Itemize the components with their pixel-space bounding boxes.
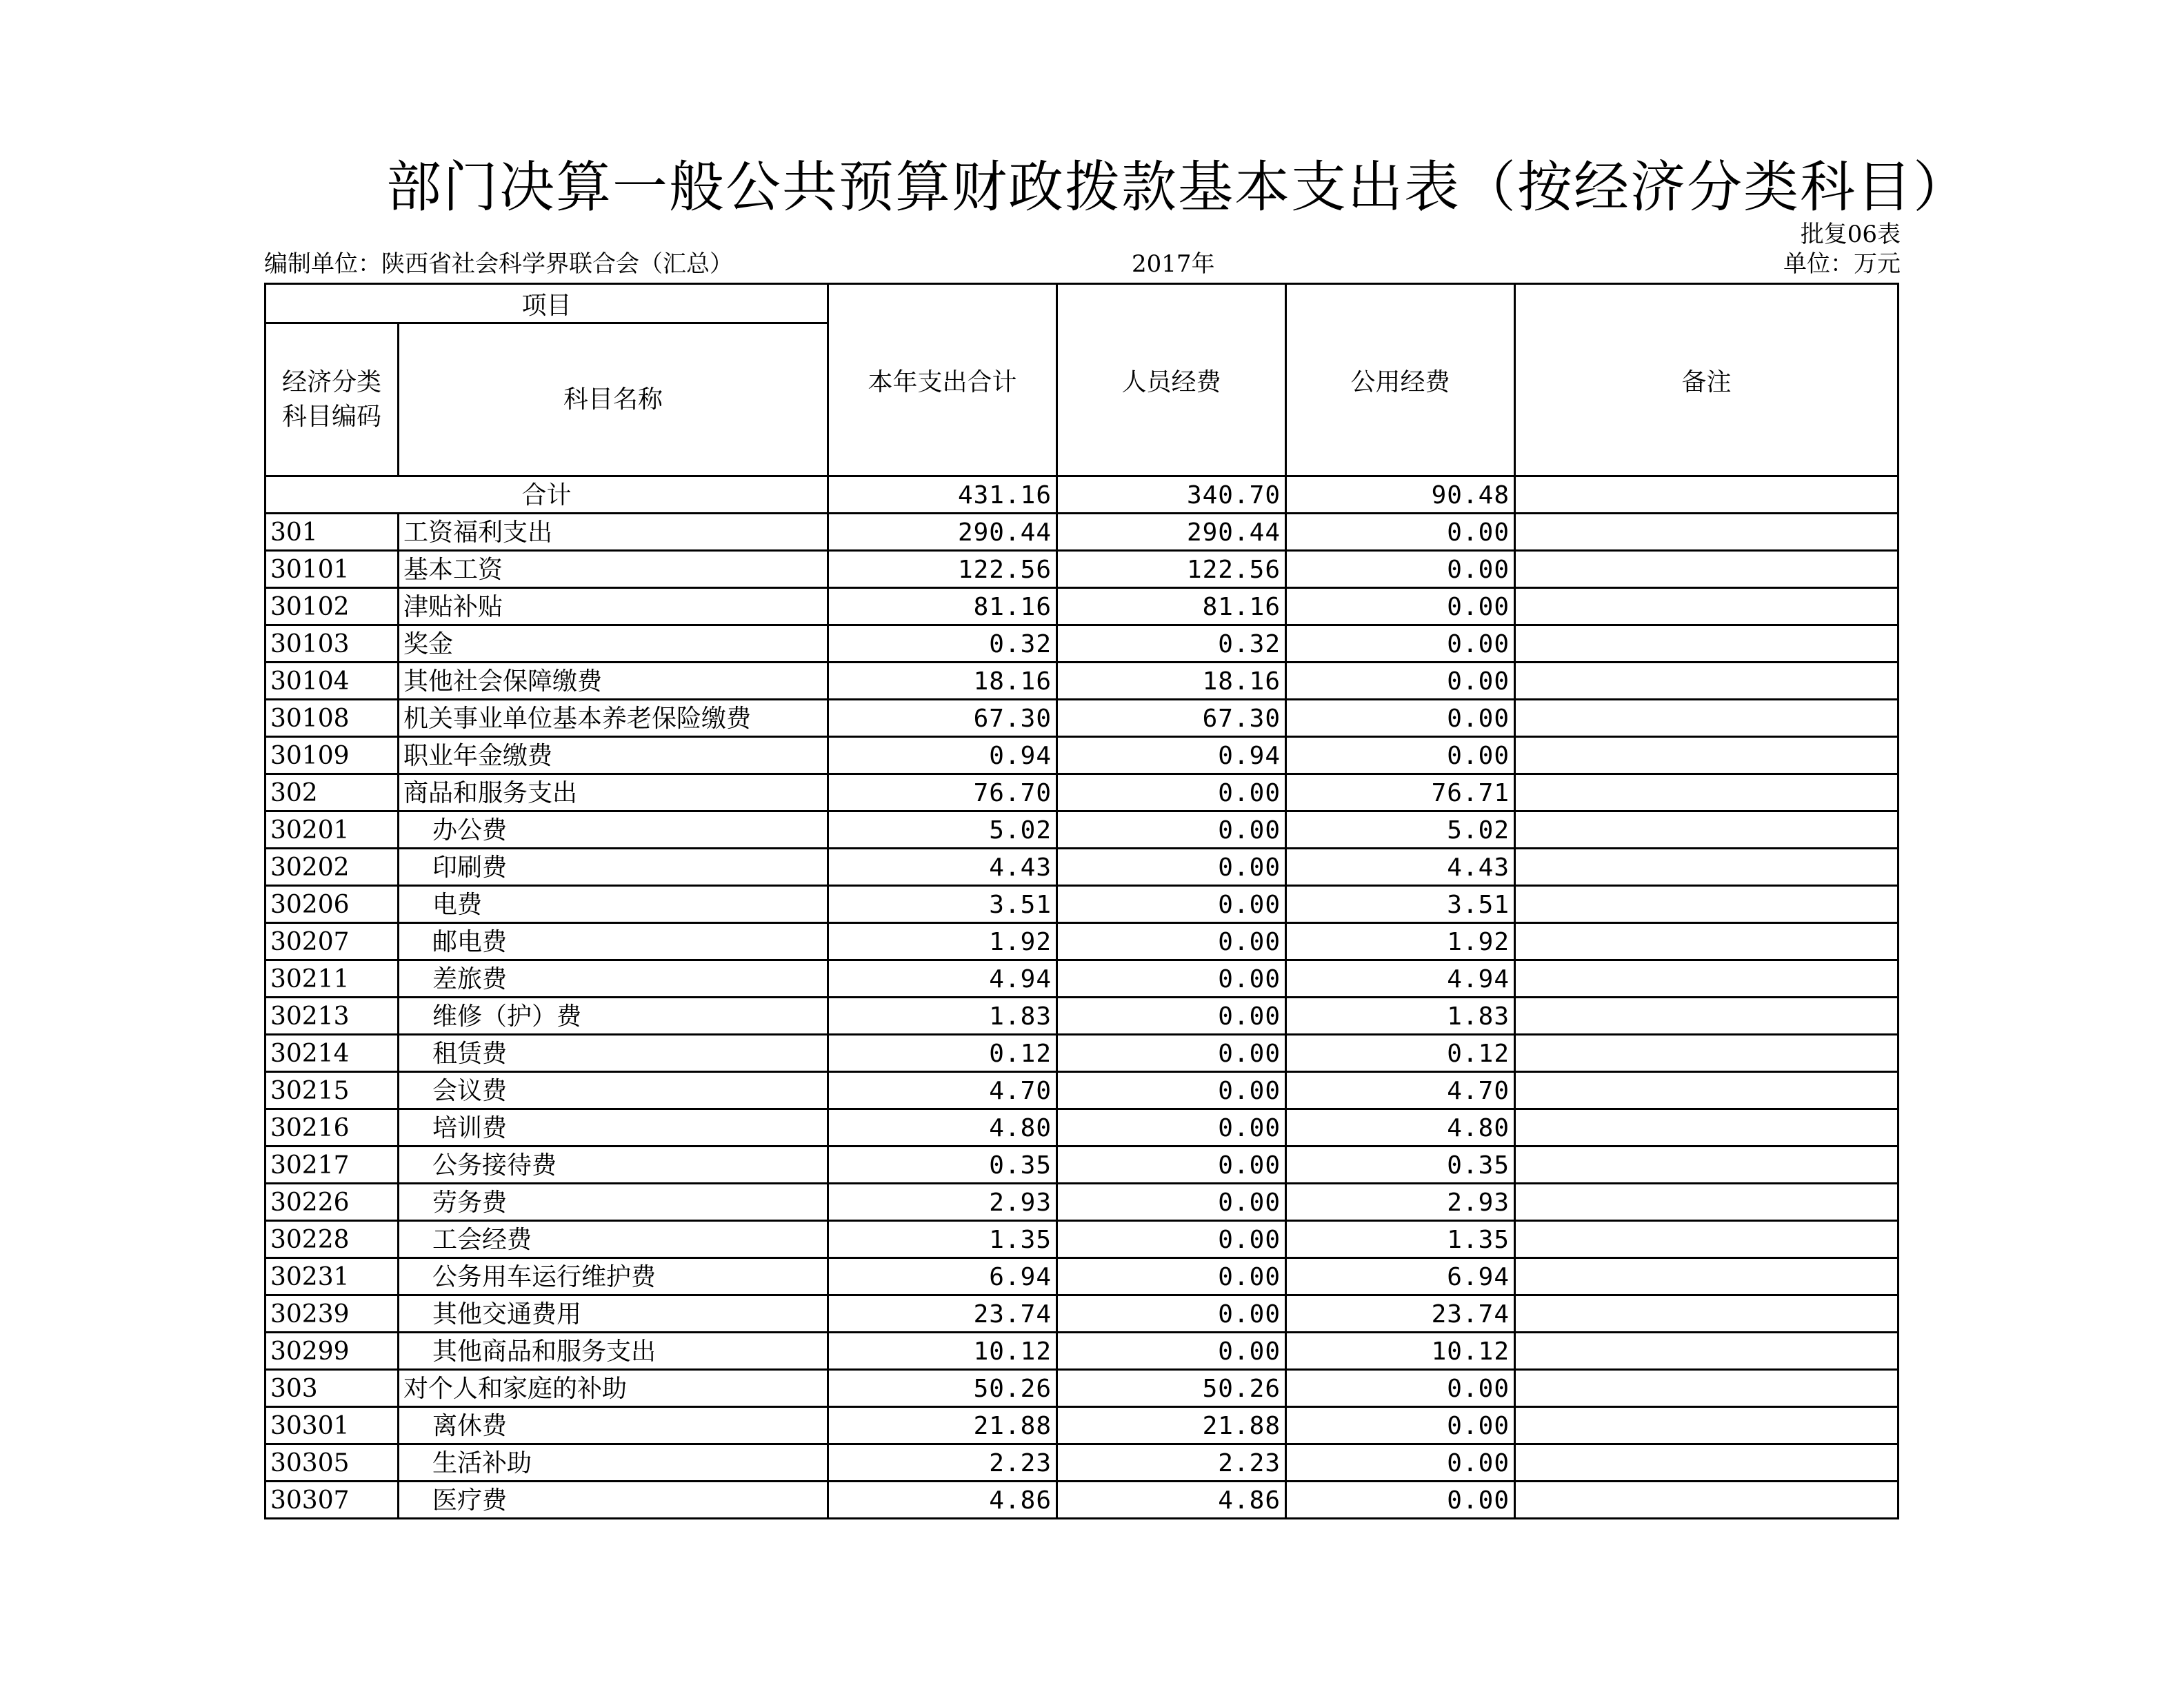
row-total: 0.35 [828, 1146, 1057, 1184]
row-personnel: 21.88 [1057, 1407, 1286, 1444]
table-row [266, 1258, 1899, 1295]
row-public: 23.74 [1286, 1295, 1515, 1333]
header-name: 科目名称 [399, 323, 828, 476]
row-personnel: 0.00 [1057, 1295, 1286, 1333]
total-remark [1515, 476, 1899, 514]
row-code: 30305 [266, 1444, 399, 1482]
row-public: 0.00 [1286, 1370, 1515, 1407]
row-remark [1515, 700, 1899, 737]
row-remark [1515, 1035, 1899, 1072]
row-remark [1515, 1109, 1899, 1146]
row-remark [1515, 1444, 1899, 1482]
row-remark [1515, 1146, 1899, 1184]
row-code: 30301 [266, 1407, 399, 1444]
row-personnel: 2.23 [1057, 1444, 1286, 1482]
row-remark [1515, 774, 1899, 811]
row-personnel: 67.30 [1057, 700, 1286, 737]
row-personnel: 4.86 [1057, 1482, 1286, 1519]
row-total: 122.56 [828, 551, 1057, 588]
table-row [266, 551, 1899, 588]
row-name: 租赁费 [399, 1035, 828, 1072]
row-remark [1515, 849, 1899, 886]
row-public: 0.00 [1286, 1482, 1515, 1519]
row-code: 30239 [266, 1295, 399, 1333]
row-name: 工资福利支出 [399, 514, 828, 551]
row-personnel: 0.00 [1057, 1146, 1286, 1184]
row-name: 办公费 [399, 811, 828, 849]
row-name: 印刷费 [399, 849, 828, 886]
row-public: 2.93 [1286, 1184, 1515, 1221]
row-code: 30108 [266, 700, 399, 737]
row-name: 电费 [399, 886, 828, 923]
table-row [266, 1333, 1899, 1370]
row-personnel: 0.00 [1057, 1035, 1286, 1072]
report-year: 2017年 [1132, 250, 1215, 278]
row-personnel: 0.00 [1057, 923, 1286, 960]
header-personnel: 人员经费 [1057, 284, 1286, 476]
row-code: 30101 [266, 551, 399, 588]
table-row [266, 1184, 1899, 1221]
row-public: 1.83 [1286, 998, 1515, 1035]
row-name: 津贴补贴 [399, 588, 828, 625]
row-code: 30228 [266, 1221, 399, 1258]
row-remark [1515, 1333, 1899, 1370]
row-name: 基本工资 [399, 551, 828, 588]
row-remark [1515, 1221, 1899, 1258]
row-total: 4.43 [828, 849, 1057, 886]
total-row [266, 476, 1899, 514]
row-name: 机关事业单位基本养老保险缴费 [399, 700, 828, 737]
row-public: 4.70 [1286, 1072, 1515, 1109]
row-personnel: 0.00 [1057, 998, 1286, 1035]
table-row [266, 514, 1899, 551]
table-row [266, 1146, 1899, 1184]
row-public: 0.12 [1286, 1035, 1515, 1072]
row-name: 医疗费 [399, 1482, 828, 1519]
row-total: 76.70 [828, 774, 1057, 811]
row-personnel: 0.00 [1057, 1109, 1286, 1146]
row-personnel: 0.00 [1057, 811, 1286, 849]
row-name: 培训费 [399, 1109, 828, 1146]
row-public: 5.02 [1286, 811, 1515, 849]
row-code: 30213 [266, 998, 399, 1035]
row-name: 劳务费 [399, 1184, 828, 1221]
row-total: 4.94 [828, 960, 1057, 998]
row-code: 30102 [266, 588, 399, 625]
row-public: 4.94 [1286, 960, 1515, 998]
header-remark: 备注 [1515, 284, 1899, 476]
row-public: 0.00 [1286, 551, 1515, 588]
row-personnel: 0.32 [1057, 625, 1286, 663]
row-remark [1515, 998, 1899, 1035]
row-code: 30216 [266, 1109, 399, 1146]
row-total: 6.94 [828, 1258, 1057, 1295]
row-public: 0.00 [1286, 588, 1515, 625]
row-public: 1.35 [1286, 1221, 1515, 1258]
row-remark [1515, 514, 1899, 551]
row-name: 差旅费 [399, 960, 828, 998]
row-public: 3.51 [1286, 886, 1515, 923]
row-name: 其他社会保障缴费 [399, 663, 828, 700]
row-code: 30206 [266, 886, 399, 923]
row-personnel: 0.00 [1057, 1333, 1286, 1370]
row-remark [1515, 1184, 1899, 1221]
row-remark [1515, 1370, 1899, 1407]
row-personnel: 0.00 [1057, 1184, 1286, 1221]
table-row [266, 774, 1899, 811]
row-code: 303 [266, 1370, 399, 1407]
row-total: 4.70 [828, 1072, 1057, 1109]
row-name: 其他商品和服务支出 [399, 1333, 828, 1370]
row-code: 30201 [266, 811, 399, 849]
table-row [266, 737, 1899, 774]
table-row [266, 1109, 1899, 1146]
row-name: 维修（护）费 [399, 998, 828, 1035]
org-unit: 编制单位：陕西省社会科学界联合会（汇总） [264, 250, 733, 278]
row-public: 0.00 [1286, 663, 1515, 700]
row-personnel: 18.16 [1057, 663, 1286, 700]
row-name: 对个人和家庭的补助 [399, 1370, 828, 1407]
table-row [266, 1072, 1899, 1109]
row-remark [1515, 1407, 1899, 1444]
header-public: 公用经费 [1286, 284, 1515, 476]
row-remark [1515, 1072, 1899, 1109]
row-public: 6.94 [1286, 1258, 1515, 1295]
table-row [266, 1035, 1899, 1072]
header-item: 项目 [266, 284, 828, 323]
row-public: 1.92 [1286, 923, 1515, 960]
row-personnel: 122.56 [1057, 551, 1286, 588]
meta-line [264, 250, 1901, 279]
row-total: 1.92 [828, 923, 1057, 960]
row-total: 3.51 [828, 886, 1057, 923]
row-total: 5.02 [828, 811, 1057, 849]
row-remark [1515, 663, 1899, 700]
row-total: 1.35 [828, 1221, 1057, 1258]
row-code: 30307 [266, 1482, 399, 1519]
row-total: 4.86 [828, 1482, 1057, 1519]
table-row [266, 849, 1899, 886]
row-personnel: 0.00 [1057, 1072, 1286, 1109]
row-name: 奖金 [399, 625, 828, 663]
total-personnel: 340.70 [1057, 476, 1286, 514]
row-name: 邮电费 [399, 923, 828, 960]
row-remark [1515, 737, 1899, 774]
row-public: 0.35 [1286, 1146, 1515, 1184]
row-public: 4.43 [1286, 849, 1515, 886]
row-code: 30103 [266, 625, 399, 663]
table-row [266, 700, 1899, 737]
row-public: 0.00 [1286, 625, 1515, 663]
table-row [266, 1482, 1899, 1519]
row-personnel: 0.00 [1057, 849, 1286, 886]
row-code: 30226 [266, 1184, 399, 1221]
row-remark [1515, 551, 1899, 588]
row-personnel: 50.26 [1057, 1370, 1286, 1407]
row-name: 商品和服务支出 [399, 774, 828, 811]
form-number: 批复06表 [1800, 221, 1901, 248]
row-public: 76.71 [1286, 774, 1515, 811]
money-unit: 单位：万元 [1783, 250, 1901, 278]
table-row [266, 588, 1899, 625]
table-row [266, 663, 1899, 700]
header-code: 经济分类 科目编码 [266, 323, 399, 476]
table-row [266, 1370, 1899, 1407]
table-row [266, 1295, 1899, 1333]
row-total: 2.23 [828, 1444, 1057, 1482]
row-public: 0.00 [1286, 1444, 1515, 1482]
row-personnel: 0.00 [1057, 1221, 1286, 1258]
row-remark [1515, 588, 1899, 625]
total-label: 合计 [266, 476, 828, 514]
row-total: 0.12 [828, 1035, 1057, 1072]
row-name: 公务用车运行维护费 [399, 1258, 828, 1295]
table-row [266, 811, 1899, 849]
row-name: 生活补助 [399, 1444, 828, 1482]
row-name: 工会经费 [399, 1221, 828, 1258]
row-total: 1.83 [828, 998, 1057, 1035]
row-total: 2.93 [828, 1184, 1057, 1221]
row-remark [1515, 1482, 1899, 1519]
table-row [266, 923, 1899, 960]
row-code: 30211 [266, 960, 399, 998]
row-remark [1515, 625, 1899, 663]
row-personnel: 290.44 [1057, 514, 1286, 551]
row-total: 290.44 [828, 514, 1057, 551]
row-code: 30299 [266, 1333, 399, 1370]
row-public: 0.00 [1286, 737, 1515, 774]
row-remark [1515, 960, 1899, 998]
row-public: 4.80 [1286, 1109, 1515, 1146]
table-row [266, 960, 1899, 998]
row-personnel: 0.00 [1057, 886, 1286, 923]
table-row [266, 1221, 1899, 1258]
row-name: 职业年金缴费 [399, 737, 828, 774]
row-total: 10.12 [828, 1333, 1057, 1370]
row-total: 4.80 [828, 1109, 1057, 1146]
table-row [266, 886, 1899, 923]
row-code: 30104 [266, 663, 399, 700]
row-code: 302 [266, 774, 399, 811]
row-public: 10.12 [1286, 1333, 1515, 1370]
row-code: 30214 [266, 1035, 399, 1072]
total-public: 90.48 [1286, 476, 1515, 514]
row-total: 67.30 [828, 700, 1057, 737]
row-code: 30231 [266, 1258, 399, 1295]
row-name: 会议费 [399, 1072, 828, 1109]
row-name: 公务接待费 [399, 1146, 828, 1184]
row-public: 0.00 [1286, 514, 1515, 551]
table-row [266, 1407, 1899, 1444]
row-public: 0.00 [1286, 1407, 1515, 1444]
row-remark [1515, 1295, 1899, 1333]
row-total: 18.16 [828, 663, 1057, 700]
table-body [266, 476, 1899, 1519]
row-remark [1515, 811, 1899, 849]
row-total: 0.32 [828, 625, 1057, 663]
expenditure-table [264, 283, 1899, 1519]
row-remark [1515, 923, 1899, 960]
row-remark [1515, 886, 1899, 923]
row-code: 301 [266, 514, 399, 551]
row-personnel: 0.94 [1057, 737, 1286, 774]
total-total: 431.16 [828, 476, 1057, 514]
row-name: 离休费 [399, 1407, 828, 1444]
row-personnel: 0.00 [1057, 1258, 1286, 1295]
table-row [266, 625, 1899, 663]
row-total: 0.94 [828, 737, 1057, 774]
row-total: 23.74 [828, 1295, 1057, 1333]
table-row [266, 998, 1899, 1035]
row-remark [1515, 1258, 1899, 1295]
row-public: 0.00 [1286, 700, 1515, 737]
row-code: 30202 [266, 849, 399, 886]
row-personnel: 0.00 [1057, 960, 1286, 998]
row-personnel: 0.00 [1057, 774, 1286, 811]
row-code: 30215 [266, 1072, 399, 1109]
row-total: 21.88 [828, 1407, 1057, 1444]
row-personnel: 81.16 [1057, 588, 1286, 625]
header-total: 本年支出合计 [828, 284, 1057, 476]
page-title: 部门决算一般公共预算财政拨款基本支出表（按经济分类科目） [386, 155, 1970, 219]
row-total: 81.16 [828, 588, 1057, 625]
row-code: 30217 [266, 1146, 399, 1184]
table-row [266, 1444, 1899, 1482]
row-code: 30207 [266, 923, 399, 960]
row-code: 30109 [266, 737, 399, 774]
row-total: 50.26 [828, 1370, 1057, 1407]
row-name: 其他交通费用 [399, 1295, 828, 1333]
